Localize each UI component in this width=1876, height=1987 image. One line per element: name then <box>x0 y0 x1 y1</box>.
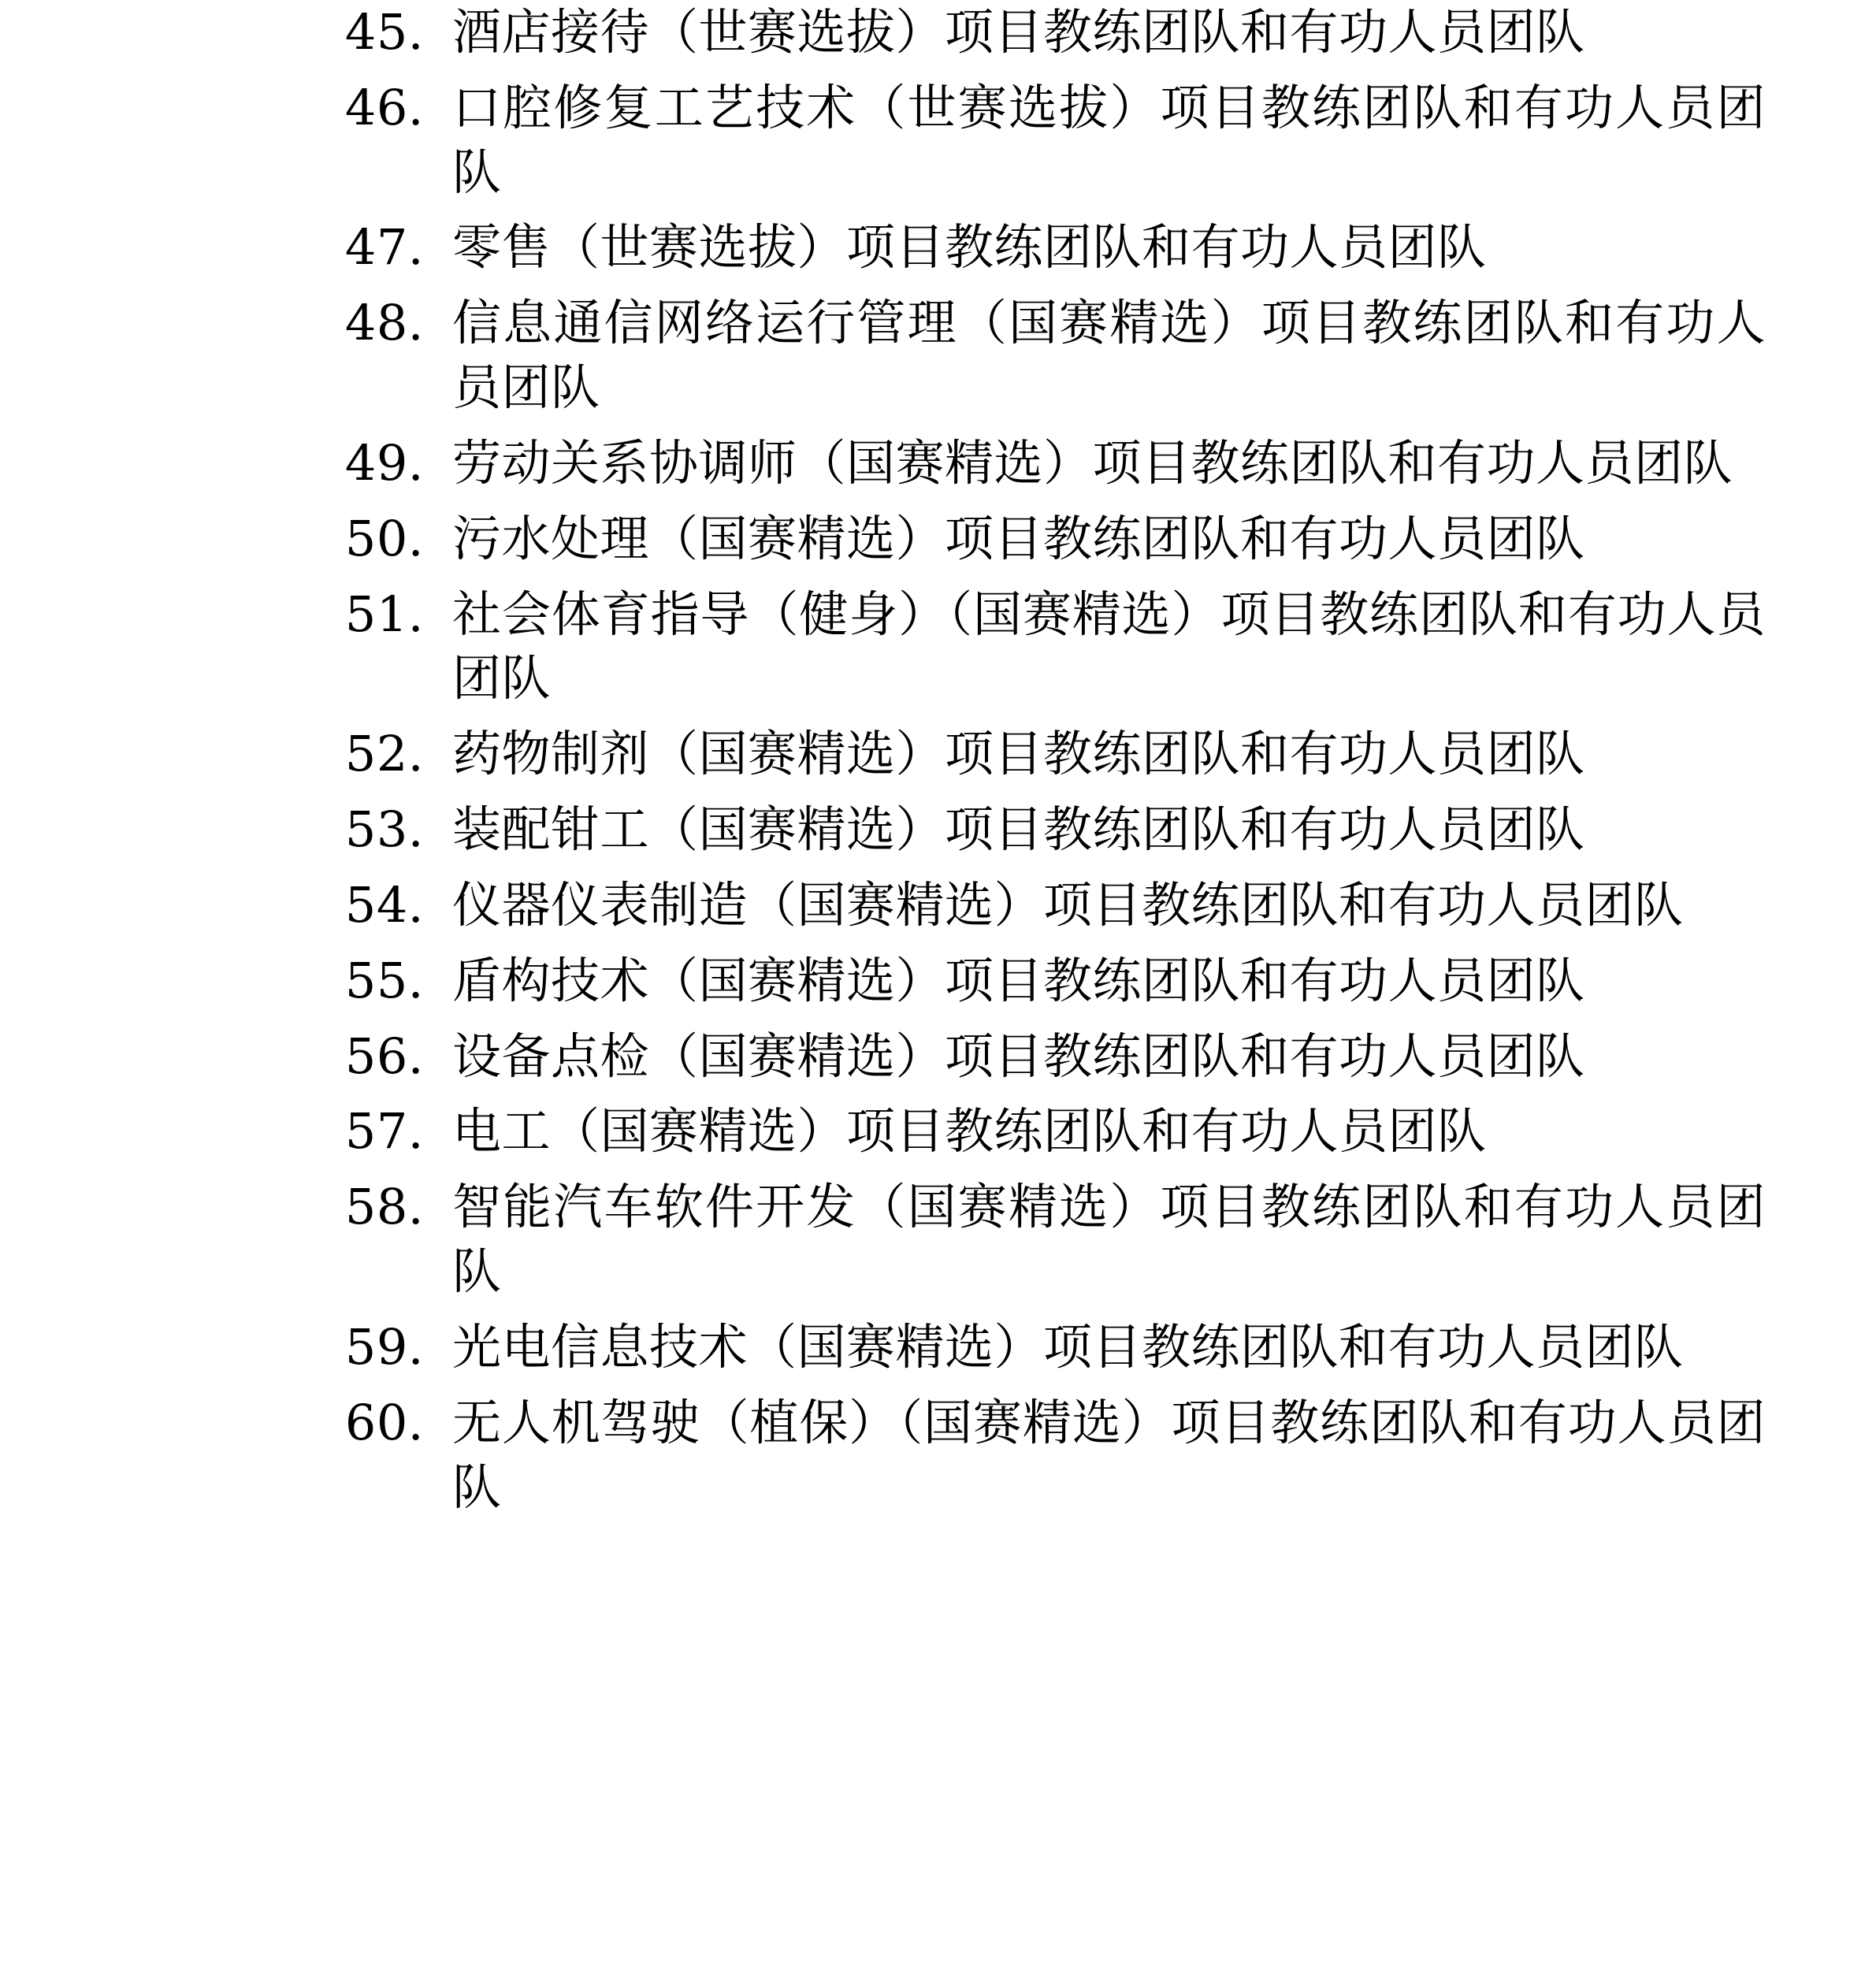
list-item <box>331 507 1766 571</box>
list-item-number: 57. <box>344 1102 424 1161</box>
list-item-number: 48. <box>344 294 424 352</box>
list-item-number: 56. <box>344 1027 424 1085</box>
list-item <box>331 949 1766 1013</box>
list-item-number: 52. <box>344 725 424 783</box>
list-item <box>331 0 1766 65</box>
list-item-text: 仪器仪表制造（国赛精选）项目教练团队和有功人员团队 <box>452 875 1684 934</box>
list-item <box>331 1391 1766 1520</box>
list-item-text: 社会体育指导（健身）（国赛精选）项目教练团队和有功人员团队 <box>452 585 1766 708</box>
list-item-number: 53. <box>344 800 424 859</box>
list-item-number: 51. <box>344 585 424 643</box>
list-item-text: 装配钳工（国赛精选）项目教练团队和有功人员团队 <box>452 800 1585 859</box>
list-item-text: 光电信息技术（国赛精选）项目教练团队和有功人员团队 <box>452 1317 1684 1376</box>
list-item <box>331 1099 1766 1164</box>
list-item-text: 劳动关系协调师（国赛精选）项目教练团队和有功人员团队 <box>452 433 1733 492</box>
list-item-number: 47. <box>344 218 424 277</box>
list-item-number: 58. <box>344 1178 424 1236</box>
list-item-text: 酒店接待（世赛选拔）项目教练团队和有功人员团队 <box>452 3 1585 61</box>
list-item-text: 口腔修复工艺技术（世赛选拔）项目教练团队和有功人员团队 <box>452 78 1766 201</box>
list-item <box>331 431 1766 496</box>
list-item <box>331 76 1766 205</box>
list-item <box>331 873 1766 938</box>
list-item-text: 设备点检（国赛精选）项目教练团队和有功人员团队 <box>452 1027 1585 1085</box>
list-item <box>331 215 1766 280</box>
list-item-number: 55. <box>344 951 424 1009</box>
list-item-text: 零售（世赛选拔）项目教练团队和有功人员团队 <box>452 218 1487 277</box>
list-item <box>331 1175 1766 1304</box>
list-item <box>331 582 1766 711</box>
list-item <box>331 722 1766 786</box>
list-item <box>331 291 1766 420</box>
numbered-item-list <box>331 0 1766 1519</box>
list-item-text: 电工（国赛精选）项目教练团队和有功人员团队 <box>452 1102 1487 1161</box>
list-item-number: 54. <box>344 875 424 934</box>
list-item-number: 45. <box>344 3 424 61</box>
list-item <box>331 1315 1766 1380</box>
list-item-number: 50. <box>344 509 424 567</box>
list-item-number: 59. <box>344 1317 424 1376</box>
list-item-number: 46. <box>344 78 424 136</box>
list-item-text: 盾构技术（国赛精选）项目教练团队和有功人员团队 <box>452 951 1585 1009</box>
list-item-text: 信息通信网络运行管理（国赛精选）项目教练团队和有功人员团队 <box>452 294 1766 417</box>
list-item-text: 药物制剂（国赛精选）项目教练团队和有功人员团队 <box>452 725 1585 783</box>
list-item-text: 无人机驾驶（植保）（国赛精选）项目教练团队和有功人员团队 <box>452 1393 1766 1516</box>
list-item-number: 49. <box>344 433 424 492</box>
list-item-text: 污水处理（国赛精选）项目教练团队和有功人员团队 <box>452 509 1585 567</box>
list-item-text: 智能汽车软件开发（国赛精选）项目教练团队和有功人员团队 <box>452 1178 1766 1301</box>
list-item-number: 60. <box>344 1393 424 1451</box>
list-item <box>331 797 1766 862</box>
list-item <box>331 1024 1766 1089</box>
